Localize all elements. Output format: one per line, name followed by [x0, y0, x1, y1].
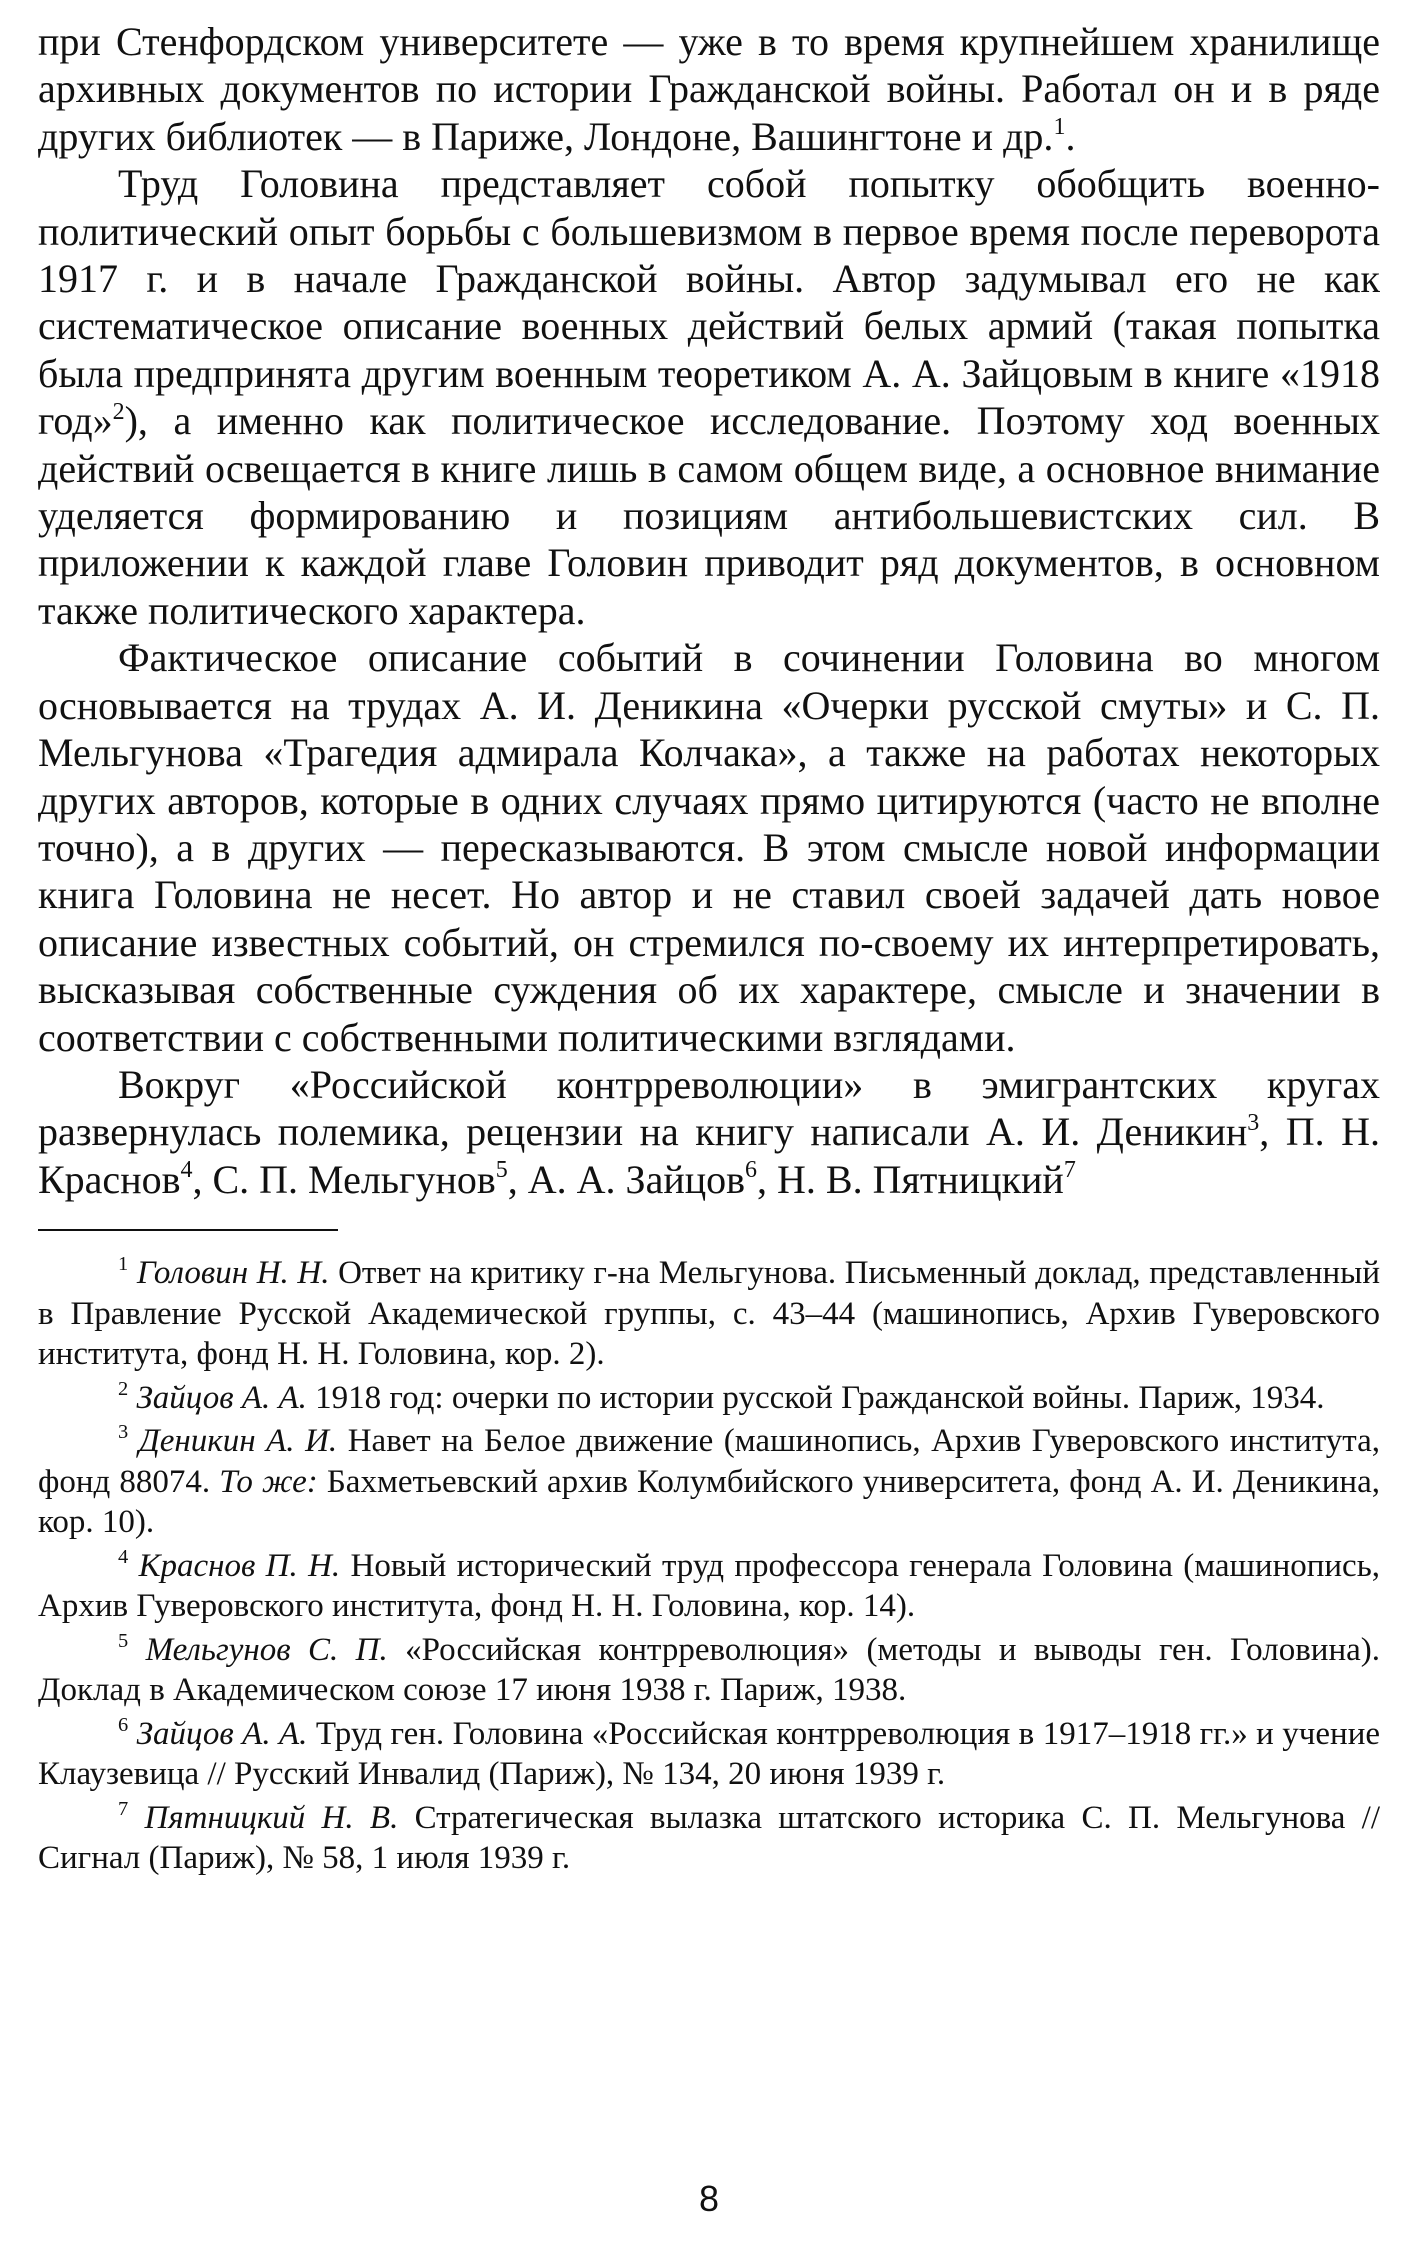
footnote-ref-6[interactable]: 6	[745, 1157, 758, 1184]
footnote	[38, 1714, 1380, 1795]
paragraph-4-text-d: , А. А. Зайцов	[507, 1156, 746, 1202]
footnote-ref-7[interactable]: 7	[1063, 1157, 1076, 1184]
footnote-text: Новый исторический труд профессора генерала Головина (машинопись, Архив Гуверовского института, фонд Н. Н. Головина, кор. 14).	[38, 1547, 1381, 1625]
page-number: 8	[698, 2178, 720, 2219]
footnote	[38, 1253, 1380, 1375]
footnote	[38, 1546, 1380, 1627]
main-text	[38, 18, 1380, 1203]
paragraph-2-text-a: Труд Головина представляет собой попытку обобщить военно-политический опыт борьбы с большевизмом в первое время после переворота 1917 г. и в начале Гражданской войны. Автор задумывал его не как систематическое описание военных действий белых армий (такая попытка была предпринята другим военным теоретиком А. А. Зайцовым в книге «1918 год»	[38, 161, 1380, 444]
book-page	[38, 18, 1380, 2243]
paragraph-2-text-b: ), а именно как политическое исследование. Поэтому ход военных действий освещается в книге лишь в самом общем виде, а основное внимание уделяется формированию и позициям антибольшевистских сил. В приложении к каждой главе Головин приводит ряд документов, в основном также политического характера.	[38, 398, 1380, 633]
footnote-text: Ответ на критику г-на Мельгунова. Письменный доклад, представленный в Правление Русской Академической группы, с. 43–44 (машинопись, Архив Гуверовского института, фонд Н. Н. Головина, кор. 2).	[38, 1255, 1380, 1373]
footnote	[38, 1421, 1380, 1543]
footnote-number: 2	[118, 1377, 129, 1400]
footnote-number: 7	[118, 1797, 129, 1820]
footnote-text: Стратегическая вылазка штатского историка С. П. Мельгунова // Сигнал (Париж), № 58, 1 июля 1939 г.	[38, 1799, 1380, 1877]
footnote	[38, 1630, 1380, 1711]
footnote-text-continued: Бахметьевский архив Колумбийского университета, фонд А. И. Деникина, кор. 10).	[38, 1463, 1380, 1541]
footnote-ref-2[interactable]: 2	[112, 398, 125, 425]
paragraph-2	[38, 160, 1380, 634]
paragraph-4-text-e: , Н. В. Пятницкий	[757, 1156, 1064, 1202]
footnote-author: Краснов П. Н.	[138, 1547, 341, 1584]
footnote-number: 3	[118, 1421, 129, 1444]
footnote-author: Пятницкий Н. В.	[144, 1799, 399, 1836]
footnote-author: Зайцов А. А.	[136, 1715, 308, 1752]
footnote-number: 4	[118, 1545, 129, 1568]
footnote-italic-phrase: То же:	[219, 1463, 318, 1500]
footnote-ref-5[interactable]: 5	[495, 1157, 508, 1184]
footnote	[38, 1798, 1380, 1879]
paragraph-4-text-a: Вокруг «Российской контрреволюции» в эмигрантских кругах развернулась полемика, рецензии на книгу написали А. И. Деникин	[38, 1061, 1380, 1155]
footnote	[38, 1378, 1380, 1419]
footnote-author: Деникин А. И.	[138, 1423, 338, 1460]
paragraph-4-text-b: , П. Н. Краснов	[38, 1109, 1381, 1202]
footnote-ref-4[interactable]: 4	[180, 1157, 193, 1184]
paragraph-4	[38, 1061, 1380, 1203]
footnote-text: Труд ген. Головина «Российская контрреволюция в 1917–1918 гг.» и учение Клаузевица // Русский Инвалид (Париж), № 134, 20 июня 1939 г.	[38, 1715, 1380, 1793]
footnote-number: 6	[118, 1713, 129, 1736]
paragraph-1: при Стенфордском университете — уже в то время крупнейшем хранилище архивных документов по истории Гражданской войны. Работал он и в ряде других библиотек — в Париже, Лондоне, Вашингтоне и др.$^1$.	[38, 19, 1380, 159]
footnote-ref-1[interactable]: 1	[1053, 114, 1066, 141]
footnotes	[38, 1253, 1380, 1879]
footnote-text: Навет на Белое движение (машинопись, Архив Гуверовского института, фонд 88074.	[38, 1423, 1380, 1500]
footnote-author: Мельгунов С. П.	[145, 1631, 388, 1668]
paragraph-1-text: при Стенфордском университете — уже в то время крупнейшем хранилище архивных документов по истории Гражданской войны. Работал он и в ряде других библиотек — в Париже, Лондоне, Вашингтоне и др.	[38, 19, 1380, 159]
paragraph-3: Фактическое описание событий в сочинении Головина во многом основывается на трудах А. И. Деникина «Очерки русской смуты» и С. П. Мельгунова «Трагедия адмирала Колчака», а также на работах некоторых других авторов, которые в одних случаях прямо цитируются (часто не вполне точно), а в других — пересказываются. В этом смысле новой информации книга Головина не несет. Но автор и не ставил своей задачей дать новое описание известных событий, он стремился по-своему их интерпретировать, высказывая собственные суждения об их характере, смысле и значении в соответствии с собственными политическими взглядами.	[38, 635, 1380, 1060]
footnote-ref-3[interactable]: 3	[1247, 1109, 1260, 1136]
footnote-text: 1918 год: очерки по истории русской Гражданской войны. Париж, 1934.	[306, 1379, 1325, 1416]
footnote-text: «Российская контрреволюция» (методы и выводы ген. Головина). Доклад в Академическом союзе 17 июня 1938 г. Париж, 1938.	[38, 1631, 1380, 1709]
paragraph-4-text-c: , С. П. Мельгунов	[192, 1156, 496, 1202]
footnote-number: 1	[118, 1253, 129, 1276]
footnote-separator	[38, 1229, 338, 1231]
footnote-number: 5	[118, 1629, 129, 1652]
footnote-author: Головин Н. Н.	[136, 1255, 330, 1292]
footnote-author: Зайцов А. А.	[136, 1379, 307, 1416]
